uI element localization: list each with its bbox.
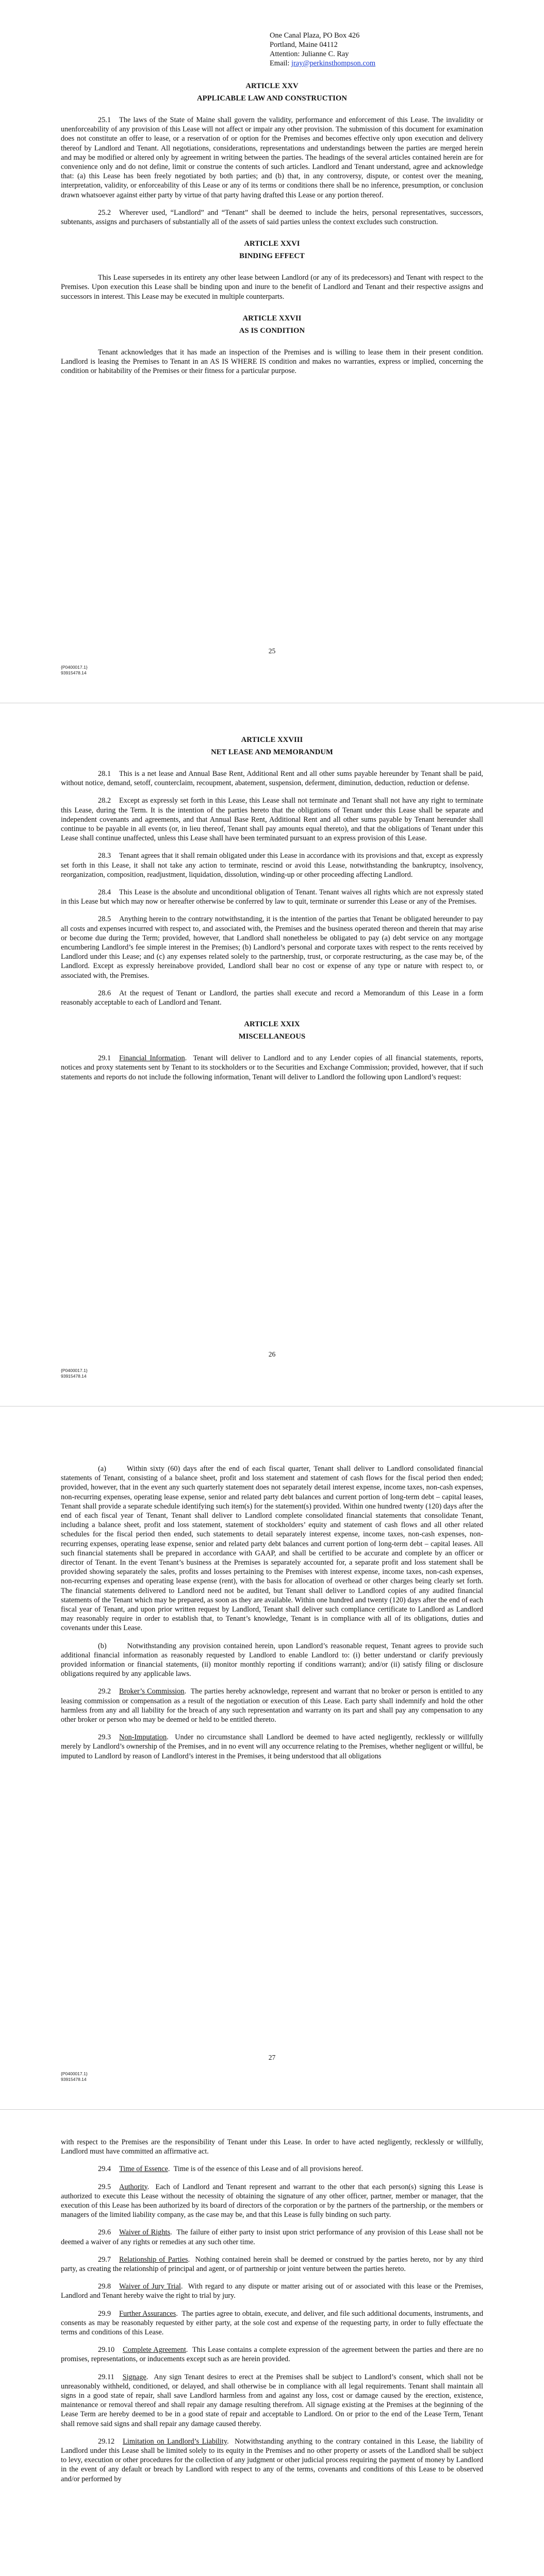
- doc-id-line-2: 93915478.14: [61, 1374, 87, 1379]
- article-xxvii-subtitle: AS IS CONDITION: [239, 326, 305, 335]
- doc-id-line-2: 93915478.14: [61, 2077, 87, 2082]
- address-line-1: One Canal Plaza, PO Box 426: [270, 31, 360, 40]
- section-29-2: [61, 1687, 483, 1724]
- section-title-period: .: [167, 1733, 175, 1742]
- section-text: With regard to any dispute or matter arising out of or associated with this lease or the Premises, Landlord and Tenant hereby waive the right to trial by jury.: [61, 2282, 483, 2300]
- section-title: Non-Imputation: [119, 1733, 167, 1742]
- address-line-2: Portland, Maine 04112: [270, 41, 338, 49]
- section-29-3-continued: with respect to the Premises are the responsibility of Tenant under this Lease. In order to have acted negligently, recklessly or willfully, Landlord must have committed an affirmative act.: [61, 2138, 483, 2156]
- article-xxvi-subtitle: BINDING EFFECT: [239, 252, 305, 261]
- section-number: 29.10: [98, 2346, 115, 2354]
- section-title: Time of Essence: [119, 2165, 168, 2174]
- section-title-period: .: [188, 2255, 195, 2264]
- article-xxix-title: ARTICLE XXIX: [244, 1020, 300, 1029]
- section-29-1-a: [61, 1464, 483, 1633]
- document-page-27: [0, 1406, 544, 2110]
- address-attention: Attention: Julianne C. Ray: [270, 50, 349, 58]
- section-text: The laws of the State of Maine shall govern the validity, performance and enforcement of this Lease. The invalidity or unenforceability of any provision of this Lease will not affect or impair any other provision. The submission of this document for examination does not constitute an offer to lease, or a reservation of or option for the Premises and becomes effective only upon execution and delivery thereof by Landlord and Tenant. All negotiations, considerations, representations and understandings between the parties are merged herein and may be modified or altered only by agreement in writing between the parties. The headings of the several articles contained herein are for convenience only and do not define, limit or construe the contents of such articles. Landlord and Tenant understand, agree and acknowledge that: (a) this Lease has been freely negotiated by both parties; and (b) that, in any controversy, dispute, or contest over the meaning, interpretation, validity, or enforceability of this Lease or any of its terms or conditions there shall be no inference, presumption, or conclusion drawn whatsoever against either party by virtue of that party having drafted this Lease or any portion thereof.: [61, 116, 483, 199]
- section-number: 25.2: [98, 208, 111, 217]
- article-xxix-subtitle: MISCELLANEOUS: [238, 1032, 306, 1041]
- section-29-12: [61, 2437, 483, 2484]
- section-number: 28.1: [98, 770, 111, 778]
- section-29-1-b: [61, 1641, 483, 1679]
- section-number: 25.1: [98, 116, 111, 124]
- section-title: Complete Agreement: [123, 2346, 186, 2354]
- document-page-26: [0, 703, 544, 1406]
- section-number: 29.12: [98, 2437, 115, 2446]
- document-id: [61, 665, 88, 676]
- section-text: The parties hereby acknowledge, represent and warrant that no broker or person is entitled to any leasing commission or compensation as a result of the negotiation or execution of this Lease. Each party shall indemnify and hold the other harmless from any and all liability for the breach of any such representation and warranty on its part and shall pay any compensation to any other broker or person who may be deemed or held to be entitled thereto.: [61, 1687, 483, 1724]
- article-xxviii-title: ARTICLE XXVIII: [241, 736, 303, 744]
- article-xxvii-text: Tenant acknowledges that it has made an inspection of the Premises and is willing to lease them in their present condition. Landlord is leasing the Premises to Tenant in an AS IS WHERE IS condition and makes no warranties, express or implied, concerning the condition or habitability of the Premises or their fitness for a particular purpose.: [61, 348, 483, 376]
- doc-id-line-1: {P0400017.1}: [61, 665, 88, 670]
- doc-id-line-1: {P0400017.1}: [61, 2071, 88, 2076]
- section-title: Relationship of Parties: [119, 2255, 188, 2264]
- section-29-1: [61, 1054, 483, 1082]
- section-number: 28.6: [98, 989, 111, 997]
- section-title-period: .: [184, 1687, 191, 1696]
- section-title: Further Assurances: [119, 2309, 176, 2318]
- section-number: 28.3: [98, 852, 111, 860]
- section-text: Nothing contained herein shall be deemed or construed by the parties hereto, nor by any third party, as creating the relationship of principal and agent, or of partnership or joint venture between the parties hereto.: [61, 2255, 483, 2274]
- section-28-3: [61, 851, 483, 879]
- section-25-1: [61, 115, 483, 200]
- section-text: This is a net lease and Annual Base Rent, Additional Rent and all other sums payable hereunder by Tenant shall be paid, without notice, demand, setoff, counterclaim, recoupment, abatement, suspension, deferment, diminution, deduction, reduction or defense.: [61, 770, 483, 788]
- section-title-period: .: [147, 2182, 156, 2191]
- page-number: 26: [268, 1350, 276, 1358]
- address-email-row: [270, 59, 483, 68]
- article-xxvi-title: ARTICLE XXVI: [244, 240, 300, 248]
- section-number: 29.6: [98, 2228, 111, 2237]
- section-text: Tenant will deliver to Landlord and to any Lender copies of all financial statements, reports, notices and proxy statements sent by Tenant to its stockholders or to the Securities and Exchange Commission; provided, however, that if such statements and reports do not include the following information, Tenant will deliver to Landlord the following upon Landlord’s request:: [61, 1054, 483, 1081]
- section-text: The parties agree to obtain, execute, and deliver, and file such additional documents, instruments, and consents as may be reasonably requested by either party, at the sole cost and expense of the requesting party, in order to fully effectuate the terms and conditions of this Lease.: [61, 2309, 483, 2337]
- section-28-4: [61, 888, 483, 906]
- section-29-7: [61, 2255, 483, 2274]
- section-number: 29.11: [98, 2372, 114, 2381]
- section-title: Financial Information: [119, 1054, 185, 1063]
- section-number: 28.2: [98, 796, 111, 805]
- section-title: Broker’s Commission: [119, 1687, 185, 1696]
- section-text: Under no circumstance shall Landlord be deemed to have acted negligently, recklessly or willfully merely by Landlord’s ownership of the Premises, and in no event will any occurrence relating to the Premises, whether negligent or willful, be imputed to Landlord by reason of Landlord’s interest in the Premises, it being understood that all obligations: [61, 1733, 483, 1760]
- section-29-3: [61, 1733, 483, 1761]
- section-number: 29.4: [98, 2165, 111, 2174]
- section-number: 28.5: [98, 915, 111, 924]
- section-title: Waiver of Rights: [119, 2228, 171, 2237]
- subsection-letter: (a): [98, 1465, 106, 1473]
- document-id: [61, 2071, 88, 2082]
- doc-id-line-2: 93915478.14: [61, 670, 87, 675]
- subsection-text: Notwithstanding any provision contained herein, upon Landlord’s reasonable request, Tenant agrees to provide such additional financial information as reasonably requested by Landlord to enable Landlord to: (i) better understand or clarify previously provided information or financial statements, (ii) monitor monthly reporting if conditions warrant); and/or (ii) satisfy filing or disclosure obligations required by any applicable laws.: [61, 1641, 483, 1679]
- doc-id-line-1: {P0400017.1}: [61, 1368, 88, 1373]
- section-29-8: [61, 2282, 483, 2300]
- section-28-5: [61, 914, 483, 980]
- section-28-2: [61, 796, 483, 843]
- page-number: 25: [268, 647, 276, 655]
- section-number: 29.5: [98, 2182, 111, 2191]
- section-text: Notwithstanding anything to the contrary contained in this Lease, the liability of Landlord under this Lease shall be limited solely to its equity in the Premises and no other property or assets of the Landlord shall be subject to levy, execution or other procedures for the collection of any judgment or other judicial process requiring the payment of money by Landlord in the event of any default or breach by Landlord with respect to any of the terms, covenants and conditions of this Lease to be observed and/or performed by: [61, 2437, 483, 2483]
- section-text: Except as expressly set forth in this Lease, this Lease shall not terminate and Tenant shall not have any right to terminate this Lease, during the Term. It is the intention of the parties hereto that the obligations of Tenant under this Lease shall be separate and independent covenants and agreements, and that Annual Base Rent, Additional Rent and all other sums payable by Tenant hereunder shall continue to be payable in all events (or, in lieu thereof, Tenant shall pay amounts equal thereto), and that the obligations of Tenant under this Lease shall continue unaffected, unless this Lease shall have been terminated pursuant to an express provision of this Lease.: [61, 796, 483, 843]
- section-text: Anything herein to the contrary notwithstanding, it is the intention of the parties that Tenant be obligated hereunder to pay all costs and expenses incurred with respect to, and associated with, the Premises and the business operated thereon and therein that may arise or become due during the Term; provided, however, that Landlord shall nonetheless be obligated to pay (a) debt service on any mortgage encumbering Landlord’s fee simple interest in the Premises; (b) Landlord’s personal and corporate taxes with respect to the rents received by Landlord under this Lease; and (c) any expenses related solely to the partnership, trust, or corporate restructuring, as the case may be, of the Landlord. Except as expressly hereinabove provided, Landlord shall bear no cost or expense of any type or nature with respect to, or associated with, the Premises.: [61, 915, 483, 980]
- section-text: Time is of the essence of this Lease and of all provisions hereof.: [173, 2165, 364, 2174]
- section-text: This Lease contains a complete expression of the agreement between the parties and there are no promises, representations, or inducements except such as are herein provided.: [61, 2346, 483, 2364]
- section-text: Wherever used, “Landlord” and “Tenant” shall be deemed to include the heirs, personal representatives, successors, subtenants, assigns and purchasers of substantially all of the assets of said parties unless the context excludes such construction.: [61, 208, 483, 227]
- section-number: 29.1: [98, 1054, 111, 1063]
- article-xxv-title: ARTICLE XXV: [245, 82, 299, 90]
- section-number: 29.9: [98, 2309, 111, 2318]
- document-page-28: [0, 2110, 544, 2576]
- section-28-1: [61, 769, 483, 788]
- document-id: [61, 1368, 88, 1379]
- section-29-11: [61, 2372, 483, 2429]
- section-29-6: [61, 2228, 483, 2246]
- document-page-25: [0, 0, 544, 703]
- section-number: 29.3: [98, 1733, 111, 1742]
- section-title-period: .: [176, 2309, 182, 2318]
- section-text: Any sign Tenant desires to erect at the Premises shall be subject to Landlord’s consent, which shall not be unreasonably withheld, conditioned, or delayed, and shall otherwise be in compliance with all legal requirements. Tenant shall maintain all signs in a good state of repair, shall save Landlord harmless from and against any loss, cost or damage caused by the erection, existence, maintenance or removal thereof and shall repair any damage resulting therefrom. All signage existing at the Premises at the beginning of the Lease Term are hereby deemed to be in a good state of repair and acceptable to Landlord. On or prior to the end of the Lease Term, Tenant shall remove said signs and shall repair any damage caused thereby.: [61, 2372, 483, 2428]
- section-title-period: .: [170, 2228, 177, 2237]
- section-25-2: [61, 208, 483, 227]
- subsection-text: Within sixty (60) days after the end of each fiscal quarter, Tenant shall deliver to Landlord consolidated financial statements of Tenant, consisting of a balance sheet, profit and loss statement and statement of cash flows for the fiscal period then ended; provided, however, that in the event any such quarterly statement does not separately detail interest expense, income taxes, non-cash expenses, non-recurring expenses, operating lease expense, senior and related party debt balances and current portion of long-term debt – capital leases, Tenant shall provide a separate schedule identifying such item(s) for the statement(s) provided. Within one hundred twenty (120) days after the end of each fiscal year of Tenant, Tenant shall deliver to Landlord complete consolidated financial statements that consolidate Tenant, including a balance sheet, profit and loss statement, statement of stockholders’ equity and statement of cash flows and all other related schedules for the fiscal period then ended, such statements to detail separately interest expense, income taxes, non-cash expenses, non-recurring expenses, operating lease expense, senior and related party debt balances and current portion of long-term debt – capital leases. All such financial statements shall be prepared in accordance with GAAP, and shall be certified to be accurate and complete by an officer or director of Tenant. In the event Tenant’s business at the Premises is separately accounted for, a separate profit and loss statement shall be provided showing separately the sales, profits and losses pertaining to the Premises with interest expense, income taxes, non-cash expenses, non-recurring expenses and operating lease expense (rent), with the basis for allocation of overhead or other charges being clearly set forth. The financial statements delivered to Landlord need not be audited, but Tenant shall deliver to Landlord copies of any audited financial statements of the Tenant which may be prepared, as soon as they are available. Within one hundred and twenty (120) days after the end of each fiscal year of Tenant, and upon prior written request by Landlord, Tenant shall deliver such compliance certificate to Landlord as Landlord may reasonably require in order to establish that, to Tenant’s knowledge, Tenant is in compliance with all of its obligations, duties and covenants under this Lease.: [61, 1465, 483, 1633]
- section-title-period: .: [168, 2165, 174, 2174]
- section-text: Tenant agrees that it shall remain obligated under this Lease in accordance with its provisions and that, except as expressly set forth in this Lease, it shall not take any action to terminate, rescind or avoid this Lease, notwithstanding the bankruptcy, insolvency, reorganization, composition, readjustment, liquidation, dissolution, winding-up or other proceeding affecting Landlord.: [61, 852, 483, 879]
- section-title: Signage: [122, 2372, 146, 2381]
- notice-address-block: [270, 0, 483, 68]
- subsection-letter: (b): [98, 1641, 107, 1650]
- section-28-6: [61, 989, 483, 1007]
- section-title: Authority: [119, 2182, 147, 2191]
- section-title-period: .: [146, 2372, 154, 2381]
- section-title-period: .: [180, 2282, 188, 2291]
- article-xxvi-text: This Lease supersedes in its entirety any other lease between Landlord (or any of its predecessors) and Tenant with respect to the Premises. Upon execution this Lease shall be binding upon and inure to the benefit of Landlord and Tenant and their respective assigns and successors in interest. This Lease may be executed in multiple counterparts.: [61, 274, 483, 301]
- section-29-10: [61, 2345, 483, 2364]
- section-text: At the request of Tenant or Landlord, the parties shall execute and record a Memorandum of this Lease in a form reasonably acceptable to each of Landlord and Tenant.: [61, 989, 483, 1007]
- section-title: Waiver of Jury Trial: [119, 2282, 181, 2291]
- section-29-5: [61, 2182, 483, 2220]
- article-xxvii-title: ARTICLE XXVII: [242, 314, 302, 323]
- section-number: 28.4: [98, 888, 111, 897]
- section-text: The failure of either party to insist upon strict performance of any provision of this Lease shall not be deemed a waiver of any rights or remedies at any such other time.: [61, 2228, 483, 2246]
- article-xxviii-subtitle: NET LEASE AND MEMORANDUM: [211, 748, 333, 756]
- section-number: 29.7: [98, 2255, 111, 2264]
- section-29-4: [61, 2164, 483, 2174]
- section-text: This Lease is the absolute and unconditional obligation of Tenant. Tenant waives all rights which are not expressly stated in this Lease but which may now or hereafter otherwise be conferred by law to quit, terminate or surrender this Lease or any of the Premises.: [61, 888, 483, 906]
- email-link[interactable]: jray@perkinsthompson.com: [291, 59, 376, 67]
- section-number: 29.2: [98, 1687, 111, 1696]
- article-xxv-subtitle: APPLICABLE LAW AND CONSTRUCTION: [196, 94, 348, 103]
- section-title-period: .: [227, 2437, 235, 2446]
- email-label: Email:: [270, 59, 291, 67]
- section-text: Each of Landlord and Tenant represent and warrant to the other that each person(s) signing this Lease is authorized to execute this Lease without the necessity of obtaining the signature of any other officer, partner, member or manager, that the execution of this Lease has been authorized by its board of directors of the corporation or by the partners of the partnership, or the members or managers of the limited liability company, as the case may be, and that this Lease is fully binding on such party.: [61, 2182, 483, 2219]
- section-title-period: .: [186, 2346, 192, 2354]
- section-title: Limitation on Landlord’s Liability: [123, 2437, 227, 2446]
- section-29-9: [61, 2309, 483, 2337]
- page-number: 27: [268, 2054, 276, 2061]
- section-title-period: .: [185, 1054, 193, 1063]
- section-number: 29.8: [98, 2282, 111, 2291]
